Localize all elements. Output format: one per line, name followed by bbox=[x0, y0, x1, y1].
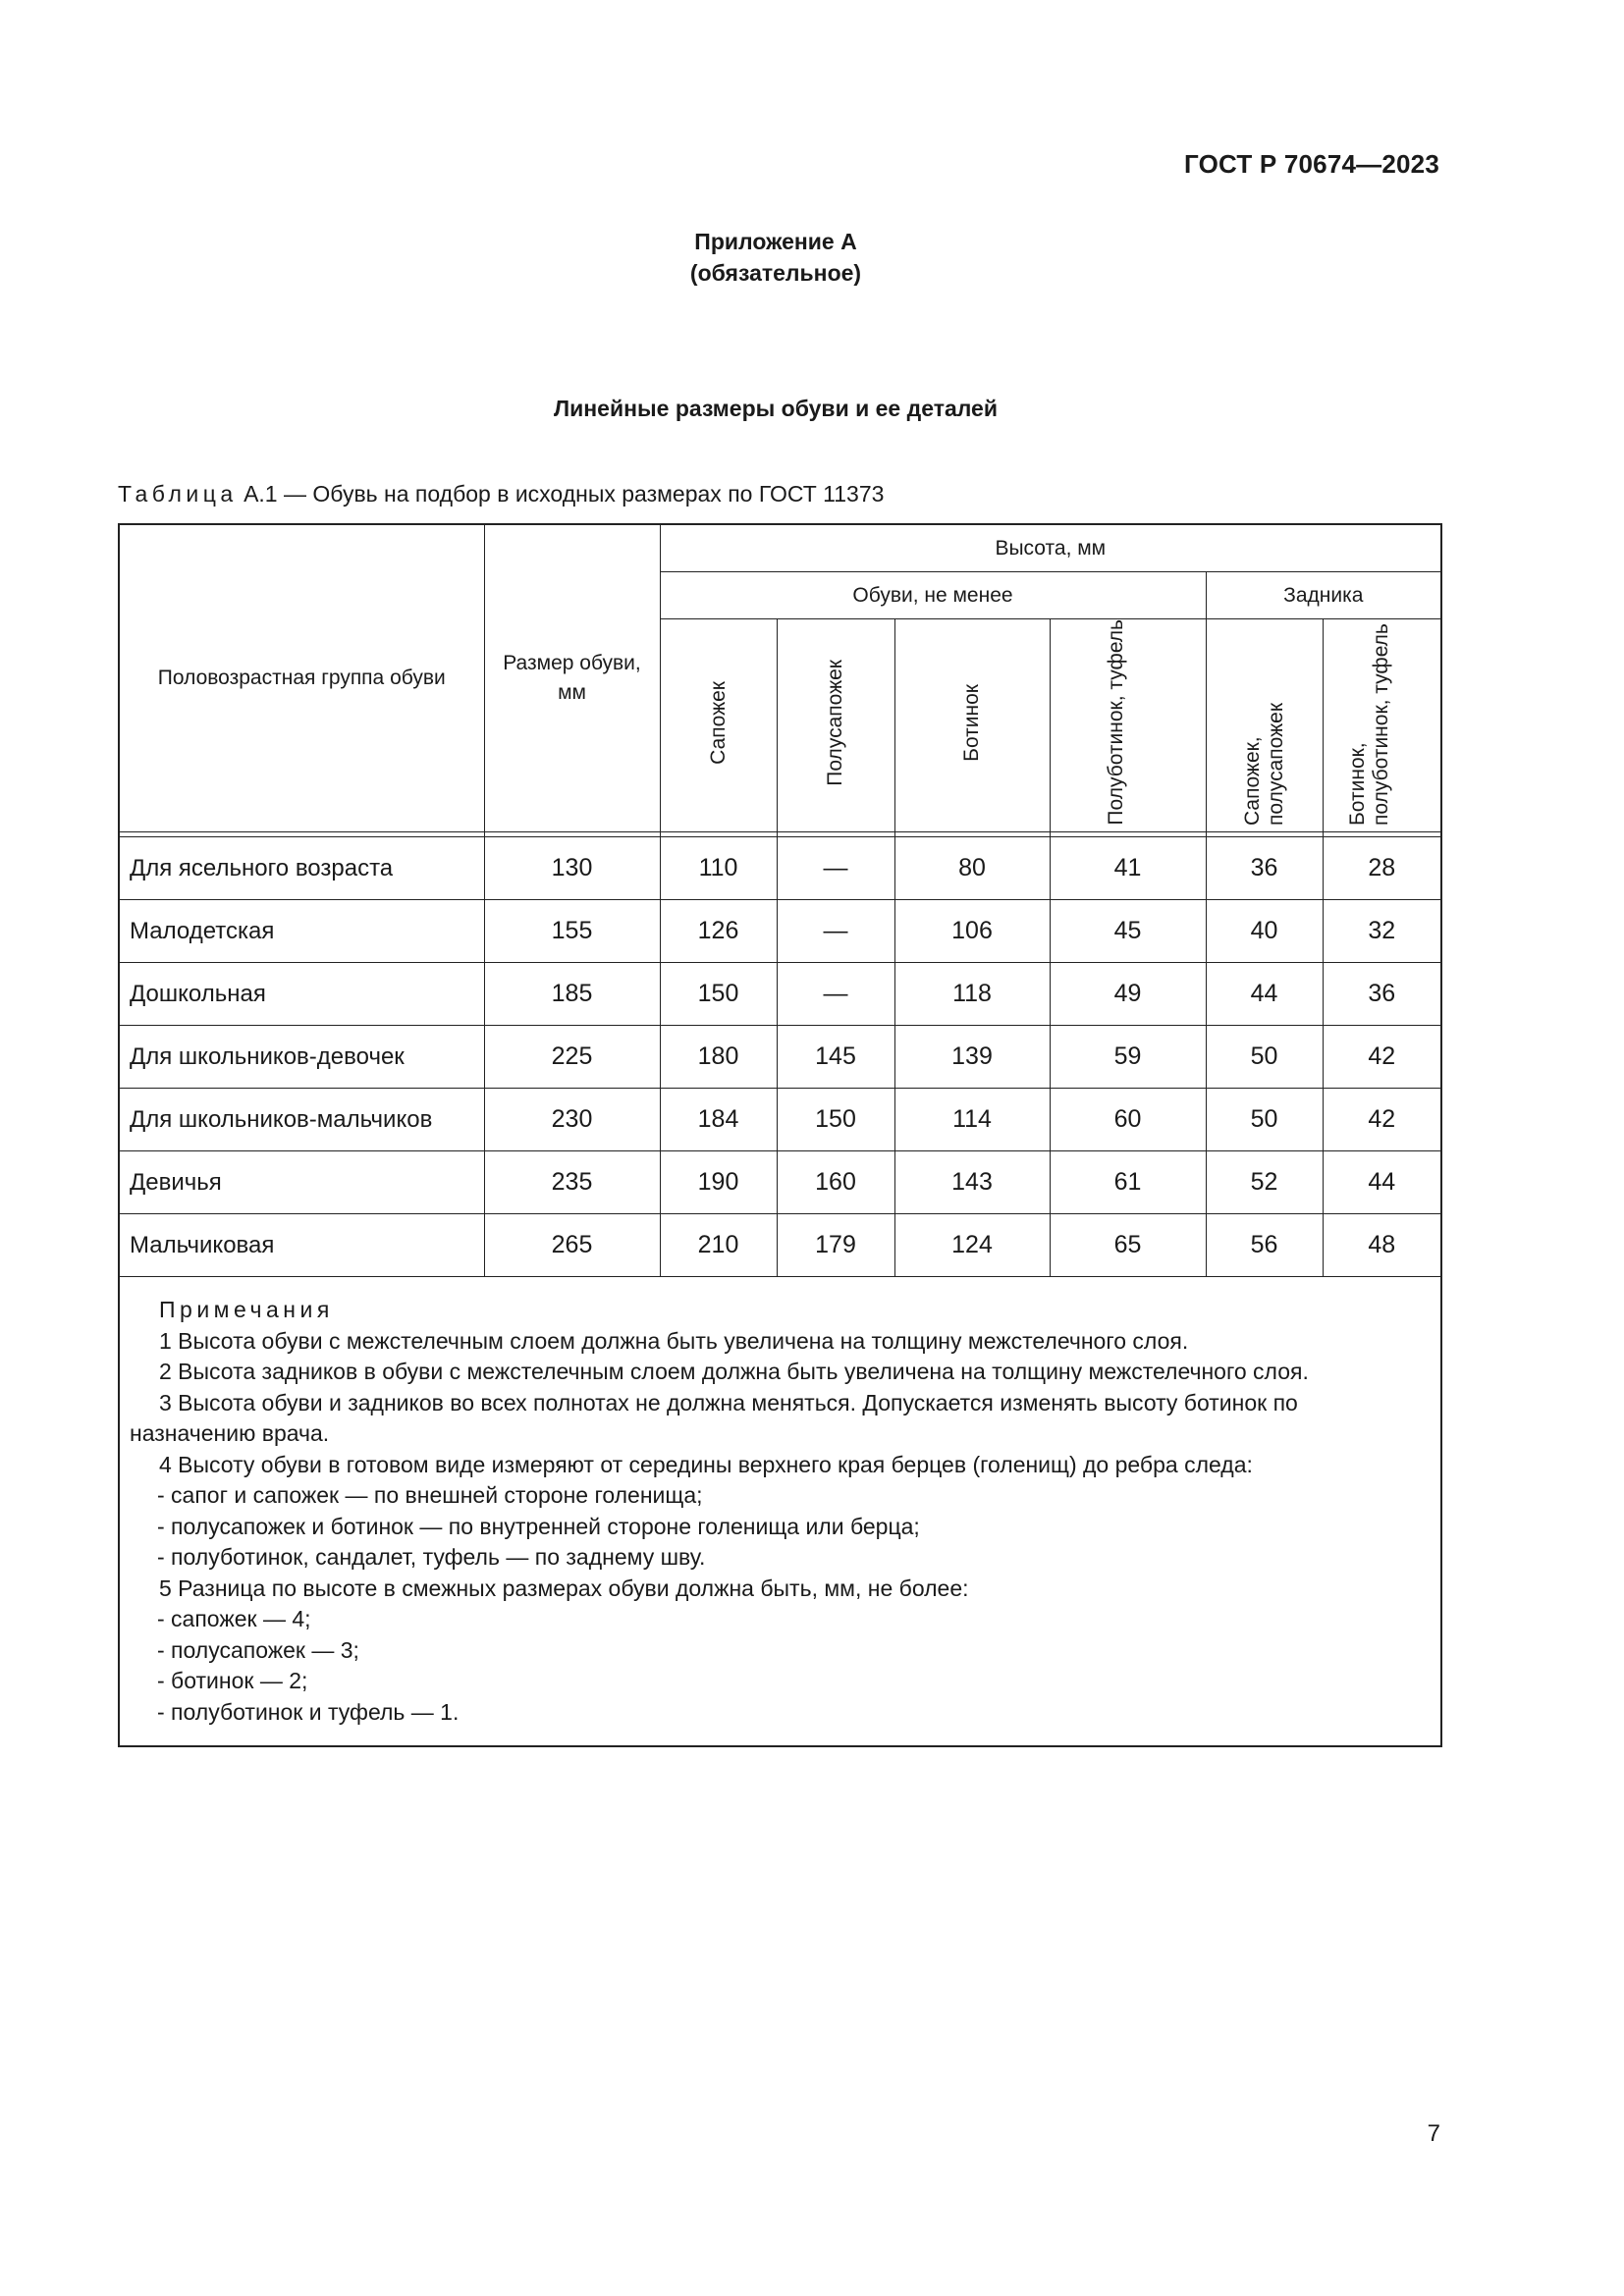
document-code: ГОСТ Р 70674—2023 bbox=[1184, 149, 1439, 179]
col-header-heel-shoes bbox=[1323, 619, 1441, 832]
note-2: 2 Высота задников в обуви с межстелечным слоем должна быть увеличена на толщину межстелечного слоя. bbox=[159, 1359, 1309, 1384]
cell-group: Девичья bbox=[119, 1151, 484, 1214]
table-caption bbox=[118, 481, 884, 507]
table-caption-prefix: Таблица bbox=[118, 481, 238, 507]
cell-group: Малодетская bbox=[119, 900, 484, 963]
col-header-heel: Задника bbox=[1206, 572, 1441, 619]
table-row bbox=[119, 1214, 1441, 1277]
col-header-size: Размер обуви, мм bbox=[484, 524, 660, 832]
section-title: Линейные размеры обуви и ее деталей bbox=[554, 396, 998, 421]
note-5: 5 Разница по высоте в смежных размерах обуви должна быть, мм, не более: bbox=[159, 1575, 969, 1601]
col-header-ankle-boots-label: Ботинок bbox=[960, 683, 983, 762]
cell-group: Для ясельного возраста bbox=[119, 837, 484, 900]
col-header-height: Высота, мм bbox=[660, 524, 1441, 572]
note-5-item: - полуботинок и туфель — 1. bbox=[157, 1698, 460, 1725]
cell-value: — bbox=[777, 837, 894, 900]
note-5-item: - ботинок — 2; bbox=[157, 1668, 308, 1693]
cell-size: 225 bbox=[484, 1026, 660, 1089]
cell-value: 28 bbox=[1323, 837, 1441, 900]
cell-size: 130 bbox=[484, 837, 660, 900]
col-header-low-shoes-label: Полуботинок, туфель bbox=[1104, 619, 1127, 826]
cell-value: 44 bbox=[1323, 1151, 1441, 1214]
cell-value: 48 bbox=[1323, 1214, 1441, 1277]
cell-value: 49 bbox=[1050, 963, 1206, 1026]
cell-value: 42 bbox=[1323, 1026, 1441, 1089]
notes-title: Примечания bbox=[159, 1297, 334, 1322]
col-header-boots bbox=[660, 619, 777, 832]
cell-value: 32 bbox=[1323, 900, 1441, 963]
col-header-ankle-boots bbox=[894, 619, 1050, 832]
note-4-item: - полусапожек и ботинок — по внутренней стороне голенища или берца; bbox=[157, 1513, 920, 1539]
cell-value: 45 bbox=[1050, 900, 1206, 963]
table-row bbox=[119, 900, 1441, 963]
table-row bbox=[119, 1026, 1441, 1089]
cell-value: 44 bbox=[1206, 963, 1323, 1026]
annex-title: Приложение А bbox=[694, 229, 857, 254]
table-row bbox=[119, 1089, 1441, 1151]
cell-value: 80 bbox=[894, 837, 1050, 900]
cell-value: 50 bbox=[1206, 1026, 1323, 1089]
cell-group: Мальчиковая bbox=[119, 1214, 484, 1277]
col-header-group: Половозрастная группа обуви bbox=[119, 524, 484, 832]
page-number: 7 bbox=[1427, 2120, 1440, 2147]
cell-value: 40 bbox=[1206, 900, 1323, 963]
note-5-item: - сапожек — 4; bbox=[157, 1606, 311, 1631]
annex-status: (обязательное) bbox=[689, 260, 862, 286]
shoe-height-table bbox=[118, 523, 1442, 1747]
cell-value: 118 bbox=[894, 963, 1050, 1026]
cell-value: 61 bbox=[1050, 1151, 1206, 1214]
note-5-item: - полусапожек — 3; bbox=[157, 1636, 359, 1663]
cell-value: 143 bbox=[894, 1151, 1050, 1214]
cell-value: 160 bbox=[777, 1151, 894, 1214]
table-row bbox=[119, 963, 1441, 1026]
cell-size: 265 bbox=[484, 1214, 660, 1277]
col-header-half-boots bbox=[777, 619, 894, 832]
col-header-shoes: Обуви, не менее bbox=[660, 572, 1206, 619]
note-4-item: - сапог и сапожек — по внешней стороне голенища; bbox=[157, 1482, 703, 1508]
cell-value: 126 bbox=[660, 900, 777, 963]
notes-block bbox=[119, 1277, 1441, 1747]
cell-value: 60 bbox=[1050, 1089, 1206, 1151]
cell-value: 179 bbox=[777, 1214, 894, 1277]
cell-value: 210 bbox=[660, 1214, 777, 1277]
cell-group: Для школьников-мальчиков bbox=[119, 1089, 484, 1151]
cell-value: 42 bbox=[1323, 1089, 1441, 1151]
cell-value: 36 bbox=[1206, 837, 1323, 900]
cell-size: 230 bbox=[484, 1089, 660, 1151]
cell-value: 56 bbox=[1206, 1214, 1323, 1277]
cell-value: 50 bbox=[1206, 1089, 1323, 1151]
col-header-heel-boots-label: Сапожек, полусапожек bbox=[1240, 702, 1287, 826]
col-header-half-boots-label: Полусапожек bbox=[824, 659, 846, 786]
cell-value: 41 bbox=[1050, 837, 1206, 900]
cell-size: 235 bbox=[484, 1151, 660, 1214]
cell-value: 190 bbox=[660, 1151, 777, 1214]
cell-value: 124 bbox=[894, 1214, 1050, 1277]
col-header-heel-boots bbox=[1206, 619, 1323, 832]
cell-size: 155 bbox=[484, 900, 660, 963]
cell-value: 52 bbox=[1206, 1151, 1323, 1214]
cell-value: — bbox=[777, 900, 894, 963]
cell-value: 150 bbox=[660, 963, 777, 1026]
cell-value: 150 bbox=[777, 1089, 894, 1151]
col-header-boots-label: Сапожек bbox=[706, 680, 730, 765]
cell-value: 145 bbox=[777, 1026, 894, 1089]
cell-value: 36 bbox=[1323, 963, 1441, 1026]
cell-group: Для школьников-девочек bbox=[119, 1026, 484, 1089]
note-3: 3 Высота обуви и задников во всех полнотах не должна меняться. Допускается изменять высоту ботинок по bbox=[159, 1389, 1298, 1415]
cell-value: 180 bbox=[660, 1026, 777, 1089]
note-1: 1 Высота обуви с межстелечным слоем должна быть увеличена на толщину межстелечного слоя. bbox=[159, 1327, 1189, 1354]
cell-value: 65 bbox=[1050, 1214, 1206, 1277]
col-header-low-shoes bbox=[1050, 619, 1206, 832]
note-4-item: - полуботинок, сандалет, туфель — по заднему шву. bbox=[157, 1544, 706, 1570]
cell-value: 110 bbox=[660, 837, 777, 900]
cell-value: — bbox=[777, 963, 894, 1026]
cell-value: 184 bbox=[660, 1089, 777, 1151]
table-caption-text: А.1 — Обувь на подбор в исходных размерах по ГОСТ 11373 bbox=[244, 481, 885, 507]
cell-group: Дошкольная bbox=[119, 963, 484, 1026]
table-row bbox=[119, 1151, 1441, 1214]
note-4: 4 Высоту обуви в готовом виде измеряют от середины верхнего края берцев (голенищ) до ребра следа: bbox=[159, 1451, 1253, 1477]
cell-value: 106 bbox=[894, 900, 1050, 963]
col-header-heel-shoes-label: Ботинок, полуботинок, туфель bbox=[1346, 623, 1393, 826]
cell-value: 139 bbox=[894, 1026, 1050, 1089]
cell-value: 114 bbox=[894, 1089, 1050, 1151]
cell-size: 185 bbox=[484, 963, 660, 1026]
cell-value: 59 bbox=[1050, 1026, 1206, 1089]
table-row bbox=[119, 837, 1441, 900]
note-3-continuation: назначению врача. bbox=[130, 1420, 330, 1446]
